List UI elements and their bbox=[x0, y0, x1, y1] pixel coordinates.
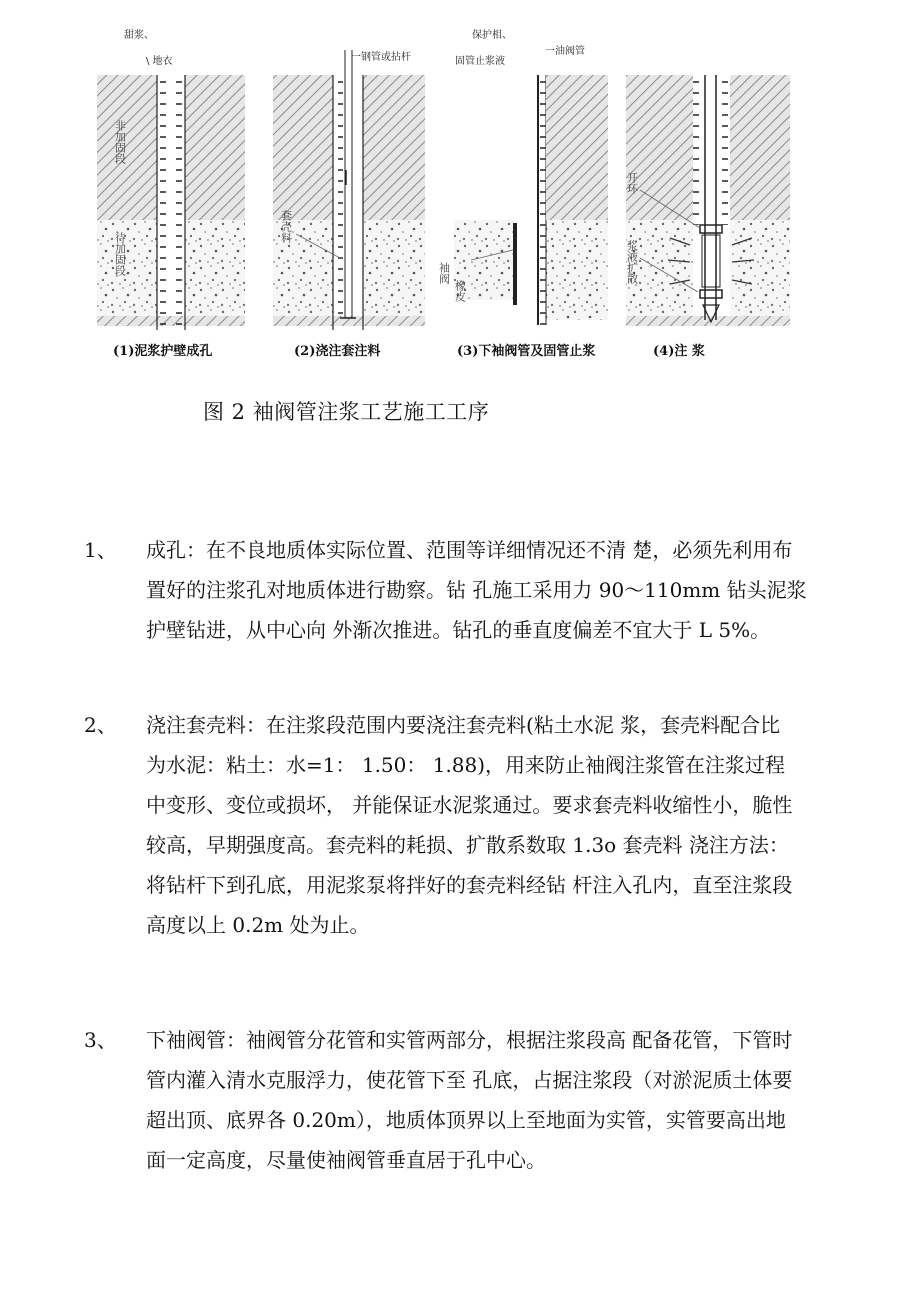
panel-1-top-label-1: 甜浆、 bbox=[124, 30, 154, 41]
panel-3-top-label-2: 固管止浆液 bbox=[455, 56, 505, 67]
panel-1-side-label-2: 待加固段 bbox=[113, 232, 127, 276]
panel-4-grouting bbox=[626, 75, 791, 359]
panel-4-caption: (4)注 浆 bbox=[653, 344, 705, 359]
panel-3-sleeve-valve-pipe bbox=[438, 28, 609, 359]
panel-1-top-label-2: \ 地衣 bbox=[146, 56, 173, 67]
item-number: 1、 bbox=[84, 538, 117, 562]
item-text: 浇注套壳料：在注浆段范围内要浇注套壳料(粘土水泥 浆，套壳料配合比 为水泥：粘土：水=1： 1.50： 1.88)，用来防止袖阀注浆管在注浆过程 中变形、变位或损坏， 并能保证水泥浆通过。要求套壳料收缩性小，脆性 较高，早期强度高。套壳料的耗损、扩散系数取 1.3o 套壳料 浇注方法： 将钻杆下到孔底，用泥浆泵将拌好的套壳料经钻 杆注入孔内，直至注浆段 高度以上 0.2m 处为止。 bbox=[146, 713, 793, 937]
panel-2-top-label: 一钢管或拈杆 bbox=[351, 52, 411, 63]
panel-2-side-label: 套壳料 bbox=[279, 210, 293, 243]
panel-3-side-label-2: 橡皮 bbox=[453, 280, 467, 302]
item-text: 成孔：在不良地质体实际位置、范围等详细情况还不清 楚，必须先利用布 置好的注浆孔对地质体进行勘察。钻 孔施工采用力 90～110mm 钻头泥浆 护壁钻进，从中心向 外渐次推进。钻孔的垂直度偏差不宜大于 L 5%。 bbox=[146, 538, 807, 642]
panel-1-side-label-1: 非加固段 bbox=[113, 120, 127, 164]
panel-2-casing-pour bbox=[273, 50, 425, 359]
panel-3-caption: (3)下袖阀管及固管止浆 bbox=[457, 344, 596, 359]
figure-title: 图 2 袖阀管注浆工艺施工工序 bbox=[203, 400, 490, 424]
panel-3-top-label-1: 保护相、 bbox=[472, 30, 512, 41]
panel-3-top-label-3: 一油阀管 bbox=[545, 46, 585, 57]
item-number: 3、 bbox=[84, 1028, 117, 1052]
item-number: 2、 bbox=[84, 713, 117, 737]
panel-4-side-label-1: 开环 bbox=[625, 172, 639, 194]
panel-1-mud-wall-drilling bbox=[97, 28, 245, 359]
construction-process-figure bbox=[0, 0, 920, 380]
item-text: 下袖阀管：袖阀管分花管和实管两部分，根据注浆段高 配备花管，下管时 管内灌入清水克服浮力，使花管下至 孔底，占据注浆段（对淤泥质土体要 超出顶、底界各 0.20m），地质体顶界以上至地面为实管，实管要高出地 面一定高度，尽量使袖阀管垂直居于孔中心。 bbox=[146, 1028, 793, 1172]
panel-2-caption: (2)浇注套注料 bbox=[294, 344, 381, 359]
panel-3-side-label-1: 袖阀 bbox=[437, 262, 451, 284]
panel-1-caption: (1)泥浆护壁成孔 bbox=[113, 344, 213, 359]
panel-4-side-label-2: 浆液扩散 bbox=[625, 240, 639, 284]
